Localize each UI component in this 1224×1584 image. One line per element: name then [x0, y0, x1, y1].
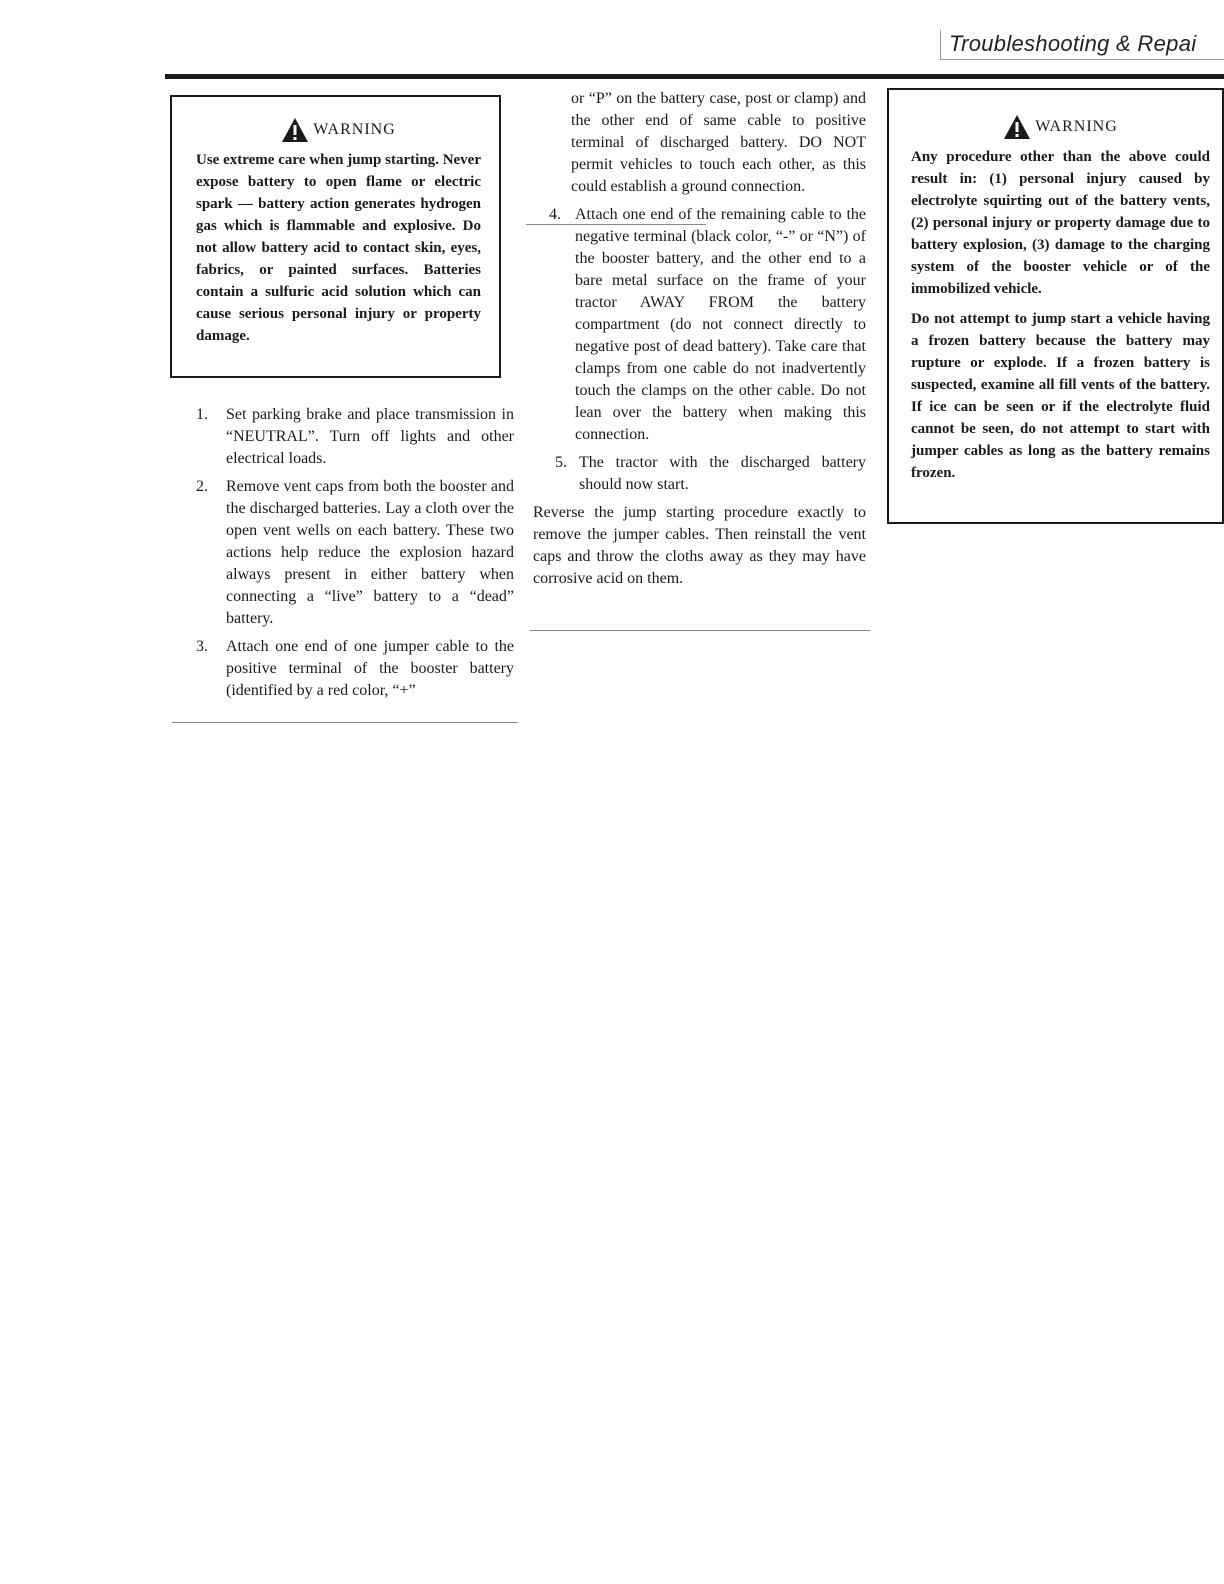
page-header-title: Troubleshooting & Repai: [940, 30, 1224, 60]
step-number: 5.: [555, 454, 567, 471]
warning-box-left: [170, 95, 501, 378]
step-number: 3.: [196, 638, 208, 655]
warning-icon: [1003, 114, 1031, 140]
warning-box-right: [887, 88, 1224, 524]
step-item: [533, 452, 866, 496]
step-text: Attach one end of one jumper cable to the positive terminal of the booster battery (identified by a red color, “+”: [226, 638, 514, 699]
warning-text: Use extreme care when jump starting. Never expose battery to open flame or electric spark — battery action generates hydrogen gas which is flammable and explosive. Do not allow battery acid to contact skin, eyes, fabrics, or painted surfaces. Batteries contain a sulfuric acid solution which can cause serious personal injury or property damage.: [196, 152, 481, 344]
warning-header: [911, 114, 1210, 140]
header-rule: [165, 74, 1224, 79]
step-text: Attach one end of the remaining cable to the negative terminal (black color, “-” or “N”) of the booster battery, and the other end to a bare metal surface on the frame of your tractor AWAY FROM the battery compartment (do not connect directly to negative post of dead battery). Take care that clamps from one cable do not inadvertently touch the clamps on the other cable. Do not lean over the battery when making this connection.: [575, 206, 866, 443]
step-item: [196, 404, 514, 470]
warning-icon: [281, 117, 309, 143]
step-number: 1.: [196, 406, 208, 423]
step-item: [196, 476, 514, 630]
step-text: The tractor with the discharged battery should now start.: [579, 454, 866, 493]
cut-line: [530, 630, 870, 631]
steps-middle-column: [533, 88, 866, 590]
warning-text: Any procedure other than the above could result in: (1) personal injury caused by electrolyte squirting out of the battery vents, (2) personal injury or property damage due to battery explosion, (3) damage to the charging system of the booster vehicle or of the immobilized vehicle.: [911, 149, 1210, 297]
step-3-continued: or “P” on the battery case, post or clamp) and the other end of same cable to positive terminal of discharged battery. DO NOT permit vehicles to touch each other, as this could establish a ground connection.: [571, 90, 866, 195]
cut-line: [172, 722, 518, 723]
warning-header: [196, 117, 481, 143]
warning-label: WARNING: [1035, 118, 1118, 135]
step-text: Set parking brake and place transmission in “NEUTRAL”. Turn off lights and other electrical loads.: [226, 406, 514, 467]
step-text: Remove vent caps from both the booster and the discharged batteries. Lay a cloth over the open vent wells on each battery. These two actions help reduce the explosion hazard always present in either battery when connecting a “live” battery to a “dead” battery.: [226, 478, 514, 627]
step-number: 2.: [196, 478, 208, 495]
cut-line: [526, 224, 706, 225]
step-number: 4.: [549, 206, 561, 223]
step-item: [533, 204, 866, 446]
closing-paragraph: Reverse the jump starting procedure exactly to remove the jumper cables. Then reinstall the vent caps and throw the cloths away as they may have corrosive acid on them.: [533, 504, 866, 587]
steps-left-column: [196, 404, 514, 708]
step-item: [196, 636, 514, 702]
warning-label: WARNING: [313, 121, 396, 138]
warning-text: Do not attempt to jump start a vehicle having a frozen battery because the battery may rupture or explode. If a frozen battery is suspected, examine all fill vents of the battery. If ice can be seen or if the electrolyte fluid cannot be seen, do not attempt to start with jumper cables as long as the battery remains frozen.: [911, 311, 1210, 481]
